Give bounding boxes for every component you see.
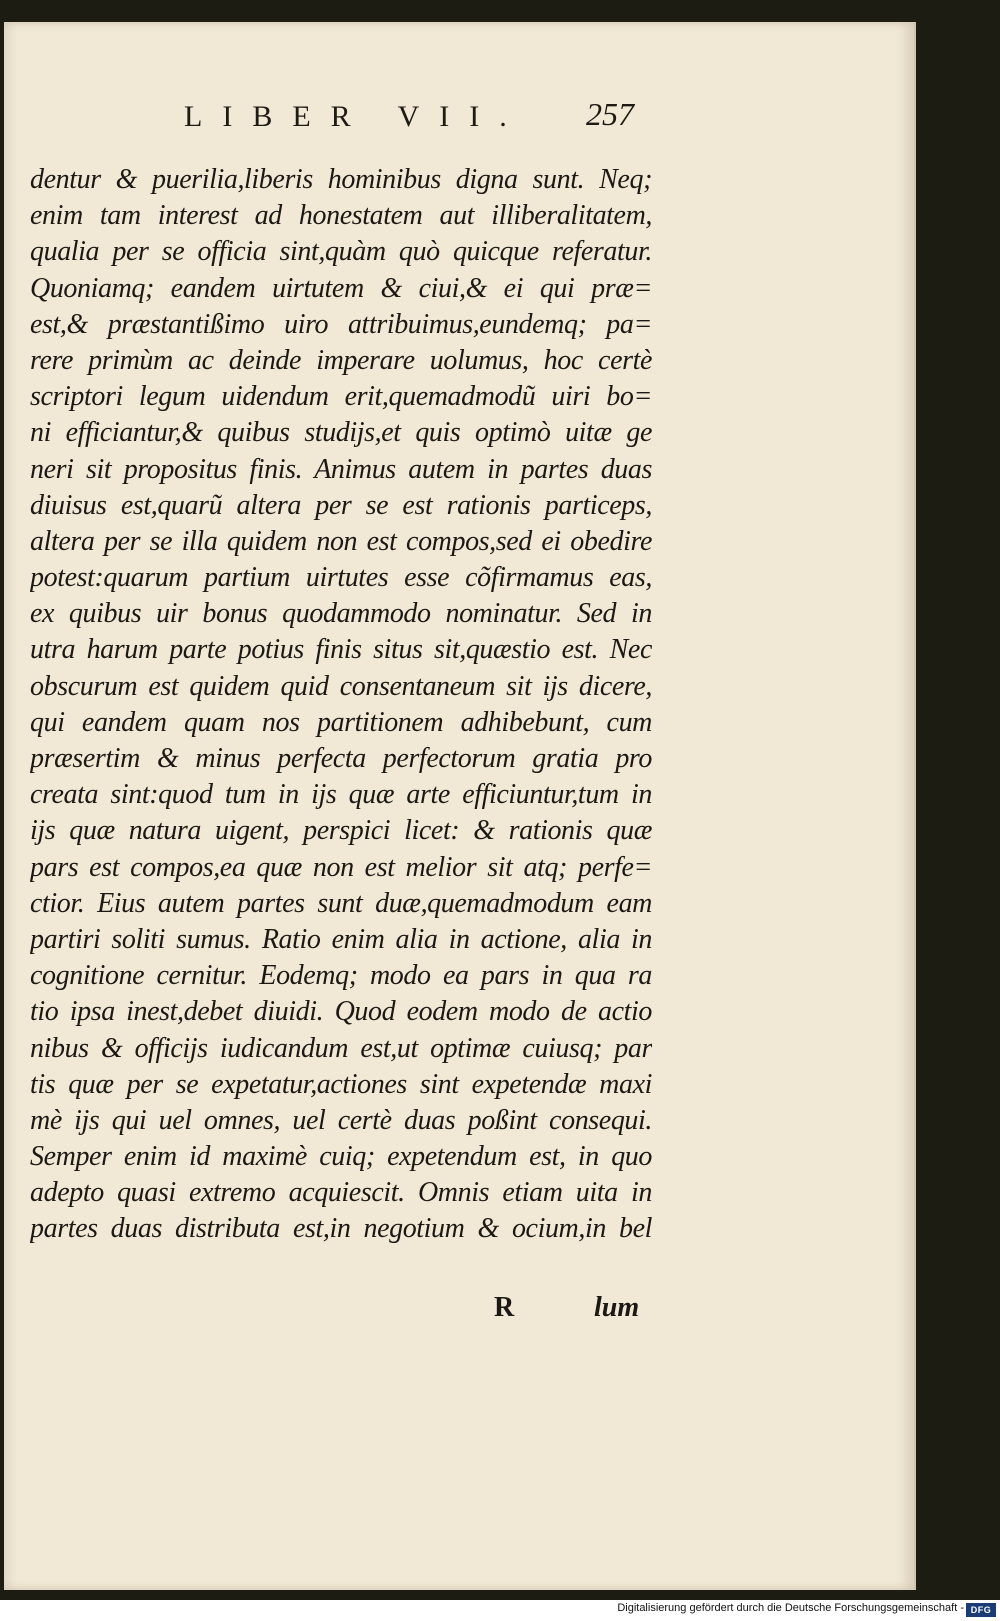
catchword: lum (594, 1292, 640, 1323)
text-line: creata sint:quod tum in ijs quæ arte efficiuntur,tum in (30, 779, 652, 811)
text-line: tis quæ per se expetatur,actiones sint expetendæ maxi (30, 1068, 652, 1100)
text-line: adepto quasi extremo acquiescit. Omnis etiam uita in (30, 1177, 652, 1209)
text-line: nibus & officijs iudicandum est,ut optimæ cuiusq; par (30, 1032, 652, 1064)
text-line: præsertim & minus perfecta perfectorum gratia pro (30, 743, 652, 774)
signature-mark: R (494, 1292, 515, 1323)
text-line: ni efficiantur,& quibus studijs,et quis optimò uitæ ge (30, 417, 652, 449)
text-line: altera per se illa quidem non est compos,sed ei obedire (30, 525, 652, 557)
text-line: potest:quarum partium uirtutes esse cõfirmamus eas, (30, 562, 652, 594)
text-line: pars est compos,ea quæ non est melior sit atq; perfe= (30, 851, 652, 883)
text-line: obscurum est quidem quid consentaneum sit ijs dicere, (30, 670, 652, 702)
text-line: Quoniamq; eandem uirtutem & ciui,& ei qui præ= (30, 272, 652, 304)
text-line: cognitione cernitur. Eodemq; modo ea pars in qua ra (30, 960, 652, 992)
text-line: ctior. Eius autem partes sunt duæ,quemadmodum eam (30, 887, 652, 919)
text-line: ex quibus uir bonus quodammodo nominatur. Sed in (30, 598, 652, 630)
text-line: diuisus est,quarũ altera per se est rationis particeps, (30, 489, 652, 521)
text-line: qui eandem quam nos partitionem adhibebunt, cum (30, 706, 652, 738)
text-line: tio ipsa inest,debet diuidi. Quod eodem modo de actio (30, 996, 652, 1028)
text-line: est,& præstantißimo uiro attribuimus,eundemq; pa= (30, 308, 652, 340)
running-head: LIBER VII. (184, 100, 527, 133)
page-number: 257 (586, 96, 634, 132)
text-line: rere primùm ac deinde imperare uolumus, hoc certè (30, 344, 652, 376)
text-line: neri sit propositus finis. Animus autem in partes duas (30, 453, 652, 485)
page-footer (494, 1292, 654, 1328)
page-header (4, 92, 914, 142)
dfg-logo-icon: DFG (966, 1603, 996, 1617)
credit-bar (0, 1600, 1000, 1621)
text-line: dentur & puerilia,liberis hominibus digna sunt. Neq; (30, 164, 652, 195)
text-line: Semper enim id maximè cuiq; expetendum est, in quo (30, 1141, 652, 1173)
text-line: ijs quæ natura uigent, perspici licet: & rationis quæ (30, 815, 652, 847)
book-page (4, 22, 916, 1590)
text-line: partes duas distributa est,in negotium & ocium,in bel (30, 1213, 652, 1245)
text-line: mè ijs qui uel omnes, uel certè duas poßint consequi. (30, 1104, 652, 1136)
text-line: qualia per se officia sint,quàm quò quicque referatur. (30, 236, 652, 268)
funding-credit: Digitalisierung gefördert durch die Deutsche Forschungsgemeinschaft - (617, 1602, 964, 1614)
text-line: enim tam interest ad honestatem aut illiberalitatem, (30, 200, 652, 232)
body-text (30, 162, 652, 1248)
text-line: scriptori legum uidendum erit,quemadmodũ uiri bo= (30, 381, 652, 413)
text-line: utra harum parte potius finis situs sit,quæstio est. Nec (30, 634, 652, 666)
text-line: partiri soliti sumus. Ratio enim alia in actione, alia in (30, 923, 652, 955)
